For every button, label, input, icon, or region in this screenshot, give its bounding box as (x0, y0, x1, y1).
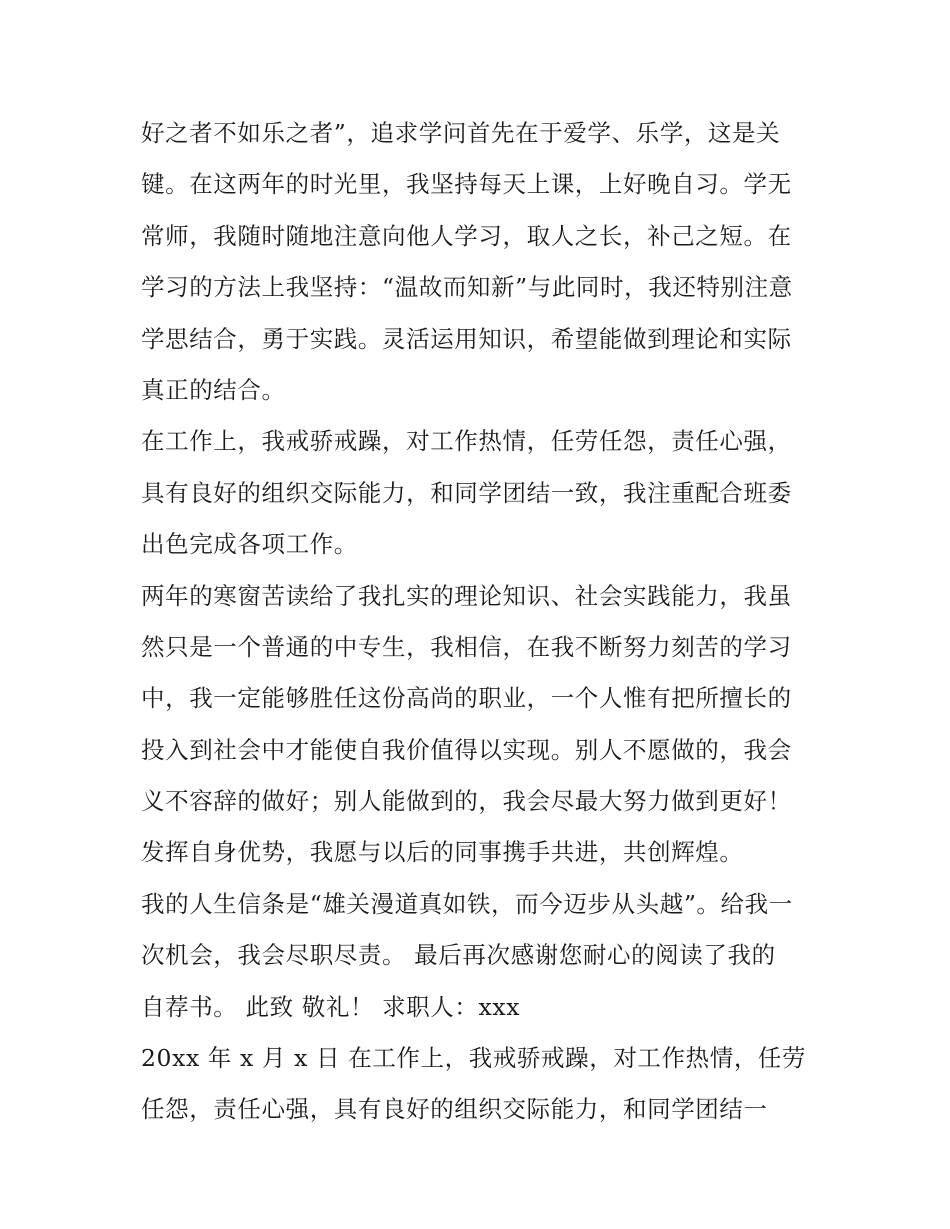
text-line: 我的人生信条是“雄关漫道真如铁，而今迈步从头越”。给我一 (141, 889, 793, 918)
text-line: 出色完成各项工作。 (141, 530, 358, 559)
text-line: 次机会，我会尽职尽责。 最后再次感谢您耐心的阅读了我的 (141, 941, 776, 970)
text-line: 具有良好的组织交际能力，和同学团结一致，我注重配合班委 (141, 478, 792, 507)
text-line: 常师，我随时随地注意向他人学习，取人之长，补己之短。在 (141, 221, 792, 250)
text-line: 发挥自身优势，我愿与以后的同事携手共进，共创辉煌。 (141, 838, 744, 867)
text-line: 然只是一个普通的中专生，我相信，在我不断努力刻苦的学习 (141, 632, 792, 661)
text-line: 学思结合，勇于实践。灵活运用知识，希望能做到理论和实际 (141, 324, 792, 353)
text-line: 在工作上，我戒骄戒躁，对工作热情，任劳任怨，责任心强， (141, 427, 792, 456)
body-text (141, 108, 821, 1136)
text-line: 键。在这两年的时光里，我坚持每天上课，上好晚自习。学无 (141, 170, 792, 199)
text-line: 任怨，责任心强，具有良好的组织交际能力，和同学团结一 (141, 1095, 768, 1124)
text-line: 投入到社会中才能使自我价值得以实现。别人不愿做的，我会 (141, 735, 792, 764)
text-line: 真正的结合。 (141, 375, 286, 404)
text-line: 自荐书。 此致 敬礼！ 求职人：xxx (141, 992, 521, 1021)
text-line: 义不容辞的做好；别人能做到的，我会尽最大努力做到更好！ (141, 787, 792, 816)
text-line: 好之者不如乐之者”，追求学问首先在于爱学、乐学，这是关 (141, 119, 781, 147)
text-line: 中，我一定能够胜任这份高尚的职业，一个人惟有把所擅长的 (141, 684, 792, 713)
text-line: 学习的方法上我坚持：“温故而知新”与此同时，我还特别注意 (141, 273, 793, 302)
text-line: 两年的寒窗苦读给了我扎实的理论知识、社会实践能力，我虽 (141, 581, 792, 610)
text-line: 20xx 年 x 月 x 日 在工作上，我戒骄戒躁，对工作热情，任劳 (141, 1044, 807, 1073)
